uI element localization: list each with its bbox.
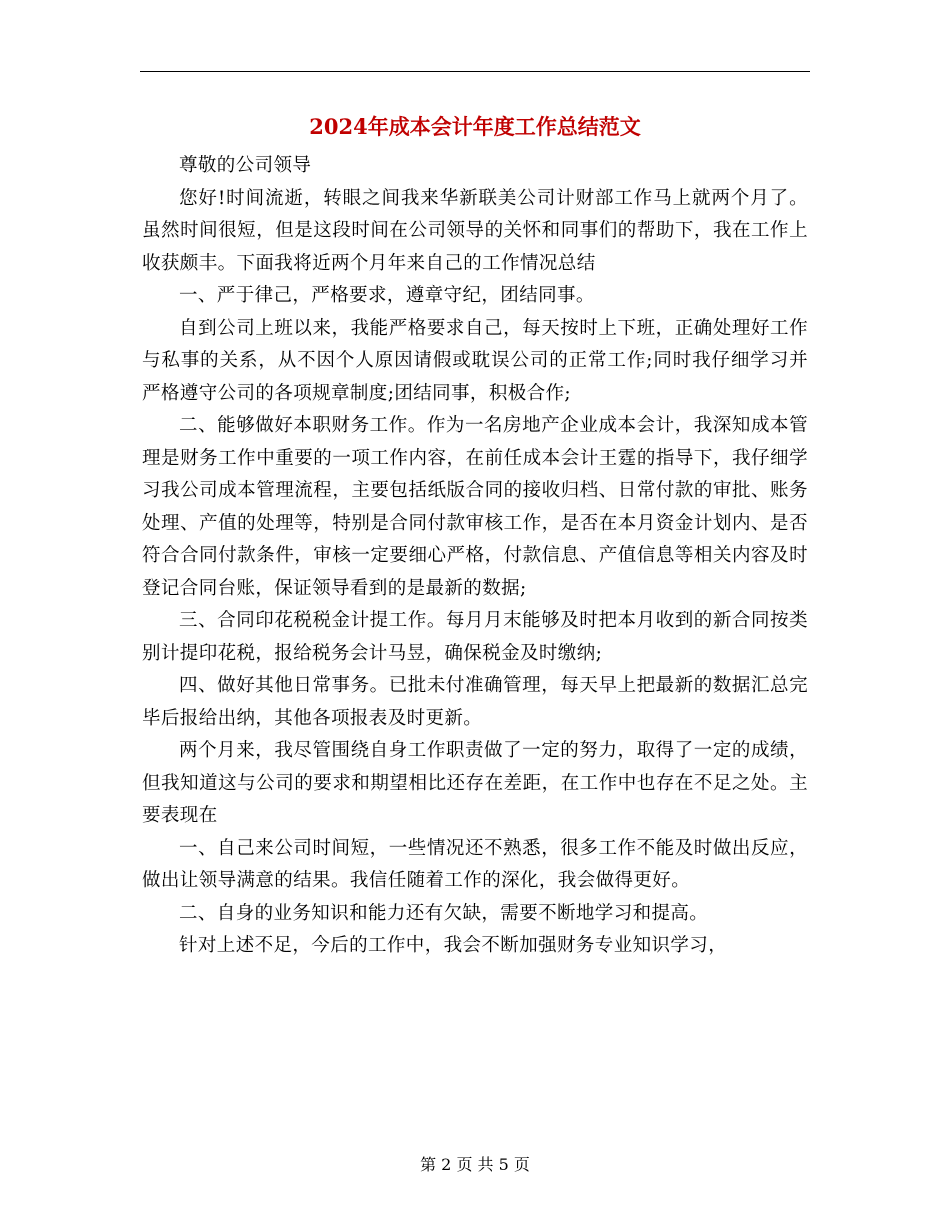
paragraph-heading-discipline: 一、严于律己，严格要求，遵章守纪，团结同事。 <box>179 285 595 306</box>
paragraph-greeting: 您好!时间流逝，转眼之间我来华新联美公司计财部工作马上就两个月了。虽然时间很短，但是这段时间在公司领导的关怀和同事们的帮助下，我在工作上收获颇丰。下面我将近两个月年来自己的工作情况总结 <box>142 187 808 274</box>
header-rule <box>140 71 810 72</box>
paragraph-stamp-tax: 三、合同印花税税金计提工作。每月月末能够及时把本月收到的新合同按类别计提印花税，报给税务会计马昱，确保税金及时缴纳; <box>142 610 808 664</box>
paragraph-shortcomings-intro: 两个月来，我尽管围绕自身工作职责做了一定的努力，取得了一定的成绩，但我知道这与公司的要求和期望相比还存在差距，在工作中也存在不足之处。主要表现在 <box>142 740 808 826</box>
page-footer: 第 2 页 共 5 页 <box>420 1155 530 1174</box>
paragraph-cost-accounting: 二、能够做好本职财务工作。作为一名房地产企业成本会计，我深知成本管理是财务工作中重要的一项工作内容，在前任成本会计王霆的指导下，我仔细学习我公司成本管理流程，主要包括纸版合同的接收归档、日常付款的审批、账务处理、产值的处理等，特别是合同付款审核工作，是否在本月资金计划内、是否符合合同付款条件，审核一定要细心严格，付款信息、产值信息等相关内容及时登记合同台账，保证领导看到的是最新的数据; <box>142 415 808 599</box>
paragraph-discipline: 自到公司上班以来，我能严格要求自己，每天按时上下班，正确处理好工作与私事的关系，从不因个人原因请假或耽误公司的正常工作;同时我仔细学习并严格遵守公司的各项规章制度;团结同事，积极合作; <box>142 317 808 404</box>
paragraph-salutation: 尊敬的公司领导 <box>179 155 312 176</box>
document-title: 2024年成本会计年度工作总结范文 <box>309 114 641 139</box>
paragraph-shortcoming-one: 一、自己来公司时间短，一些情况还不熟悉，很多工作不能及时做出反应，做出让领导满意的结果。我信任随着工作的深化，我会做得更好。 <box>142 837 808 891</box>
paragraph-daily-affairs: 四、做好其他日常事务。已批未付准确管理，每天早上把最新的数据汇总完毕后报给出纳，其他各项报表及时更新。 <box>142 675 808 729</box>
paragraph-shortcoming-two: 二、自身的业务知识和能力还有欠缺，需要不断地学习和提高。 <box>179 902 709 924</box>
paragraph-improvement: 针对上述不足，今后的工作中，我会不断加强财务专业知识学习， <box>179 935 728 956</box>
document-body <box>142 150 808 963</box>
